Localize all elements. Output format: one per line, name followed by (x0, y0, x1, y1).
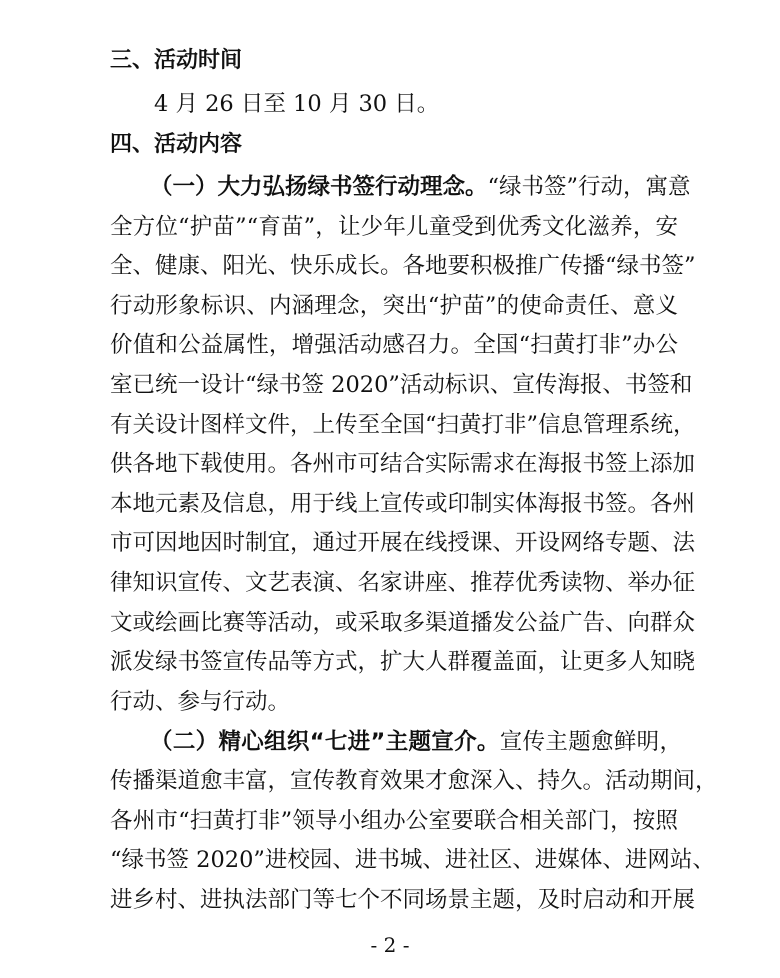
page-number: - 2 - (370, 933, 410, 957)
paragraph1-line: 本地元素及信息，用于线上宣传或印制实体海报书签。各州 (110, 491, 696, 517)
paragraph1-line: 全方位“护苗”“育苗”，让少年儿童受到优秀文化滋养，安 (110, 214, 678, 240)
section-heading-activity-content: 四、活动内容 (110, 132, 243, 157)
paragraph1-line: “绿书签”行动，寓意 (487, 174, 691, 200)
paragraph2-line: 进乡村、进执法部门等七个不同场景主题，及时启动和开展 (110, 887, 696, 913)
paragraph2-first-line (150, 725, 682, 759)
paragraph2-line: 传播渠道愈丰富，宣传教育效果才愈深入、持久。活动期间， (110, 768, 718, 794)
paragraph1-lead: （一）大力弘扬绿书签行动理念。 (150, 174, 488, 200)
paragraph1-line: 行动形象标识、内涵理念，突出“护苗”的使命责任、意义 (110, 293, 678, 319)
paragraph2-line: 各州市“扫黄打非”领导小组办公室要联合相关部门，按照 (110, 808, 678, 834)
paragraph2-lead: （二）精心组织“七进”主题宣介。 (150, 729, 500, 755)
paragraph1-line: 文或绘画比赛等活动，或采取多渠道播发公益广告、向群众 (110, 610, 696, 636)
paragraph1-line: 律知识宣传、文艺表演、名家讲座、推荐优秀读物、举办征 (110, 570, 696, 596)
section-heading-activity-time: 三、活动时间 (110, 48, 243, 73)
paragraph1-line: 价值和公益属性，增强活动感召力。全国“扫黄打非”办公 (110, 332, 678, 358)
paragraph1-first-line (150, 170, 691, 204)
paragraph2-line: “绿书签 2020”进校园、进书城、进社区、进媒体、进网站、 (110, 847, 715, 873)
paragraph2-line: 宣传主题愈鲜明， (499, 729, 682, 755)
paragraph1-line: 派发绿书签宣传品等方式，扩大人群覆盖面，让更多人知晓 (110, 649, 696, 675)
paragraph1-line: 供各地下载使用。各州市可结合实际需求在海报书签上添加 (110, 451, 696, 477)
activity-time-text: 4 月 26 日至 10 月 30 日。 (154, 91, 440, 117)
paragraph1-line: 室已统一设计“绿书签 2020”活动标识、宣传海报、书签和 (110, 372, 693, 398)
paragraph1-line: 全、健康、阳光、快乐成长。各地要积极推广传播“绿书签” (110, 253, 696, 279)
paragraph1-line: 行动、参与行动。 (110, 689, 291, 715)
paragraph1-line: 市可因地因时制宜，通过开展在线授课、开设网络专题、法 (110, 530, 696, 556)
paragraph1-line: 有关设计图样文件，上传至全国“扫黄打非”信息管理系统， (110, 412, 696, 438)
